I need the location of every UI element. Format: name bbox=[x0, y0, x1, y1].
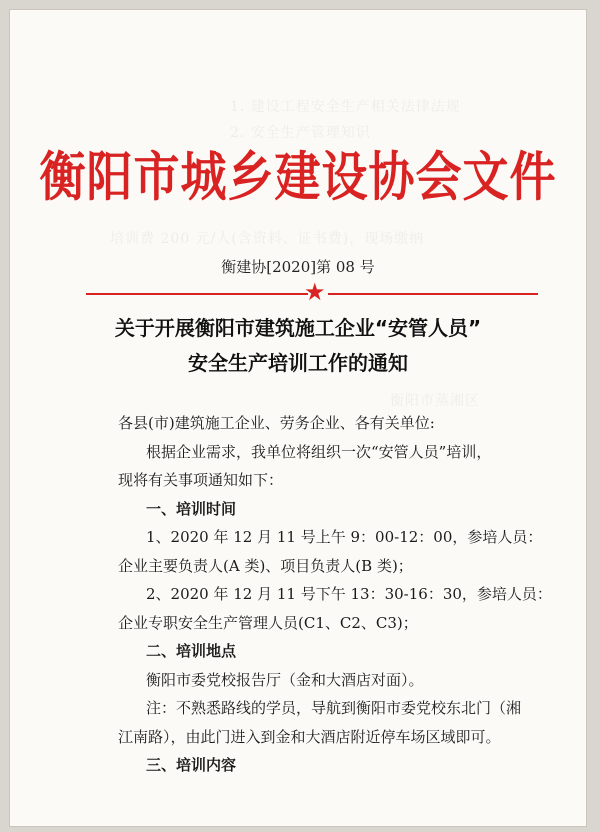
intro-line-2: 现将有关事项通知如下： bbox=[118, 471, 284, 489]
addressee: 各县(市)建筑施工企业、劳务企业、各有关单位: bbox=[118, 414, 435, 432]
section-1-item-1-line-1: 1、2020 年 12 月 11 号上午 9：00-12：00，参培人员： bbox=[146, 528, 543, 546]
notice-title-line-1: 关于开展衡阳市建筑施工企业“安管人员” bbox=[114, 316, 482, 340]
bleed-through-text: 1. 建设工程安全生产相关法律法规 bbox=[230, 99, 461, 115]
section-2-heading: 二、培训地点 bbox=[146, 642, 237, 660]
location-text: 衡阳市委党校报告厅（金和大酒店对面）。 bbox=[146, 671, 424, 689]
section-3-heading: 三、培训内容 bbox=[146, 756, 237, 774]
red-rule-right bbox=[328, 293, 538, 295]
note-line-1: 注：不熟悉路线的学员，导航到衡阳市委党校东北门（湘 bbox=[146, 699, 522, 717]
org-header-title: 衡阳市城乡建设协会文件 bbox=[39, 145, 557, 208]
note-line-2: 江南路），由此门进入到金和大酒店附近停车场区域即可。 bbox=[118, 728, 501, 746]
section-1-item-1-line-2: 企业主要负责人(A 类)、项目负责人(B 类)； bbox=[118, 557, 413, 575]
intro-line-1: 根据企业需求，我单位将组织一次“安管人员”培训， bbox=[146, 443, 492, 461]
bleed-through-text: 培训费 200 元/人(含资料、证书费)，现场缴纳 bbox=[110, 231, 425, 247]
section-1-heading: 一、培训时间 bbox=[146, 500, 237, 518]
section-1-item-2-line-1: 2、2020 年 12 月 11 号下午 13：30-16：30，参培人员： bbox=[146, 585, 552, 603]
notice-title-line-2: 安全生产培训工作的通知 bbox=[188, 351, 408, 375]
bleed-through-text: 衡阳市蒸湘区 bbox=[390, 393, 480, 409]
document-page bbox=[10, 10, 586, 826]
bleed-through-text: 2. 安全生产管理知识 bbox=[230, 125, 371, 141]
red-star-icon: ★ bbox=[304, 278, 326, 306]
red-rule-left bbox=[86, 293, 308, 295]
section-1-item-2-line-2: 企业专职安全生产管理人员(C1、C2、C3)； bbox=[118, 614, 418, 632]
document-number: 衡建协[2020]第 08 号 bbox=[221, 258, 375, 276]
